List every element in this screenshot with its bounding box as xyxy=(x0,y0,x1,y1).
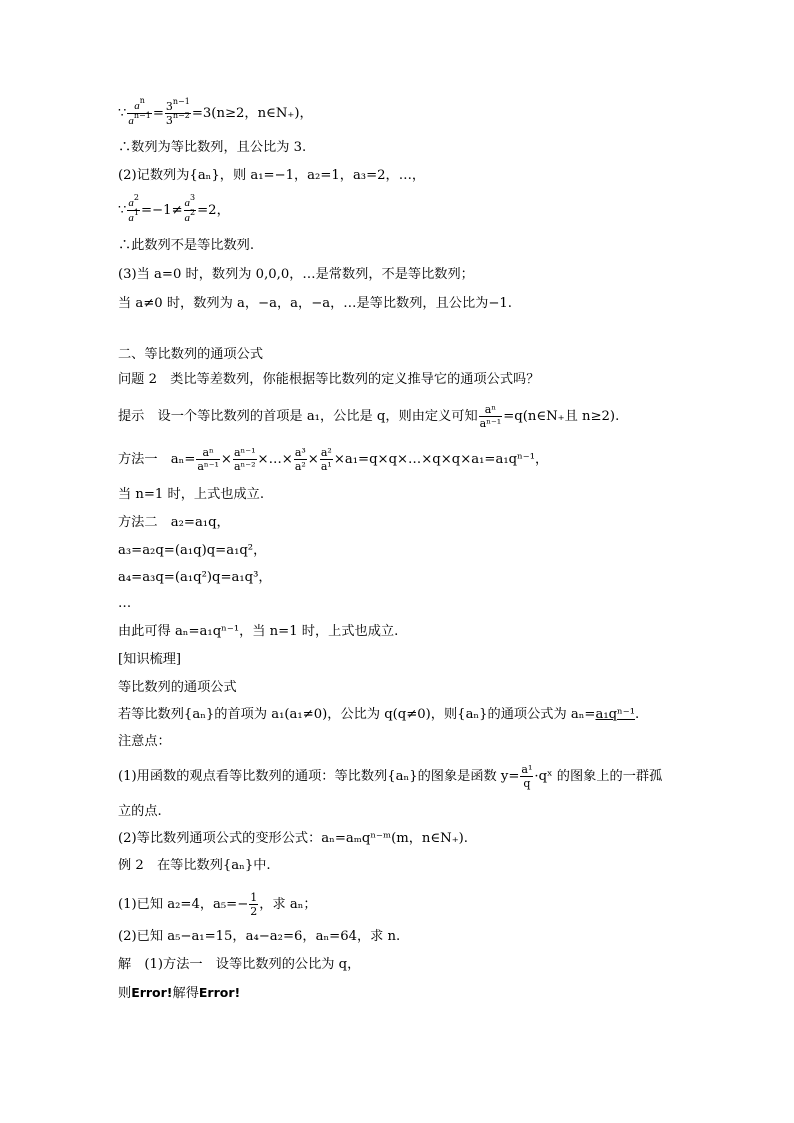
line-conclusion-2: ∴此数列不是等比数列. xyxy=(118,238,255,253)
note-heading: 注意点： xyxy=(118,734,171,749)
method-2-line-2: a₃=a₂q=(a₁q)q=a₁q²， xyxy=(118,543,267,558)
method-2-line-5: 由此可得 aₙ=a₁qⁿ⁻¹，当 n=1 时，上式也成立. xyxy=(118,624,399,639)
error-line: 则Error!解得Error! xyxy=(118,985,241,1001)
example-2-part-1: (1)已知 a₂=4，a₅=− $\frac{1}{2}$ ，求 aₙ； xyxy=(118,891,317,918)
line-part-3b: 当 a≠0 时，数列为 a，−a，a，−a，…是等比数列，且公比为−1. xyxy=(118,296,512,311)
method-1-line: 方法一 aₙ= $\frac{\text{aⁿ}}{\text{aⁿ⁻¹}}$ × $\frac{\text{aⁿ⁻¹}}{\text{aⁿ⁻²}}$ ×…× $\frac{\text{a³}}{\text{a²}}$ × $\frac{\text{a²}}{\text{a¹}}$ ×a₁=q×q×…×q×q×a₁=a₁qⁿ⁻¹， xyxy=(118,446,549,473)
solution-line: 解 (1)方法一 设等比数列的公比为 q， xyxy=(118,957,361,972)
line-ratio-compare: ∵ $\frac{a^2}{a^1}$ =−1≠ $\frac{a^3}{a^2}$ =2， xyxy=(118,193,230,224)
fraction-m1-1: $\frac{\text{aⁿ}}{\text{aⁿ⁻¹}}$ xyxy=(197,446,219,473)
because-symbol: ∵ xyxy=(118,106,127,121)
line-part-2: (2)记数列为{aₙ}，则 a₁=−1，a₂=1，a₃=2，…， xyxy=(118,168,426,183)
line-conclusion-1: ∴数列为等比数列，且公比为 3. xyxy=(118,140,307,155)
fraction-m1-3: $\frac{\text{a³}}{\text{a²}}$ xyxy=(294,446,306,473)
example-2-heading: 例 2 在等比数列{aₙ}中. xyxy=(118,858,271,873)
section-heading: 二、等比数列的通项公式 xyxy=(118,347,264,362)
fraction-note-1: $\frac{\text{a¹}}{q}$ xyxy=(521,763,533,790)
fraction-m1-2: $\frac{\text{aⁿ⁻¹}}{\text{aⁿ⁻²}}$ xyxy=(233,446,256,473)
fraction-m1-4: $\frac{\text{a²}}{\text{a¹}}$ xyxy=(320,446,332,473)
fraction-a3-a2: $\frac{a^3}{a^2}$ xyxy=(184,193,196,224)
note-1: (1)用函数的观点看等比数列的通项：等比数列{aₙ}的图象是函数 y= $\frac{\text{a¹}}{q}$ ·qˣ 的图象上的一群孤 xyxy=(118,763,663,790)
example-2-part-2: (2)已知 a₅−a₁=15，a₄−a₂=6，aₙ=64，求 n. xyxy=(118,929,401,944)
note-1-cont: 立的点. xyxy=(118,804,162,819)
method-2-line-1: 方法二 a₂=a₁q， xyxy=(118,515,230,530)
knowledge-heading: [知识梳理] xyxy=(118,652,182,667)
method-2-line-3: a₄=a₃q=(a₁q²)q=a₁q³， xyxy=(118,570,272,585)
method-2-line-4: … xyxy=(118,596,132,611)
method-1-note: 当 n=1 时，上式也成立. xyxy=(118,487,265,502)
fraction-a-ratio: $\frac{a^n}{a^{n-1}}$ xyxy=(128,96,151,127)
fraction-3-ratio: $\frac{3^{n-1}}{3^{n-2}}$ xyxy=(165,97,190,127)
knowledge-title: 等比数列的通项公式 xyxy=(118,680,237,695)
line-part-3a: (3)当 a=0 时，数列为 0,0,0，…是常数列，不是等比数列； xyxy=(118,267,474,282)
knowledge-body: 若等比数列{aₙ}的首项为 a₁(a₁≠0)，公比为 q(q≠0)，则{aₙ}的通项公式为 aₙ=a₁qⁿ⁻¹. xyxy=(118,707,640,722)
fraction-hint: $\frac{\text{aⁿ}}{\text{aⁿ⁻¹}}$ xyxy=(479,403,502,430)
fraction-a2-a1: $\frac{a^2}{a^1}$ xyxy=(128,193,139,224)
note-2: (2)等比数列通项公式的变形公式：aₙ=aₘqⁿ⁻ᵐ(m，n∈N₊). xyxy=(118,831,468,846)
formula-answer: a₁qⁿ⁻¹ xyxy=(595,707,636,722)
question-2: 问题 2 类比等差数列，你能根据等比数列的定义推导它的通项公式吗？ xyxy=(118,372,540,387)
fraction-half: $\frac{1}{2}$ xyxy=(250,891,258,918)
hint-line: 提示 设一个等比数列的首项是 a₁，公比是 q，则由定义可知 $\frac{\text{aⁿ}}{\text{aⁿ⁻¹}}$ =q(n∈N₊且 n≥2). xyxy=(118,403,620,430)
line-ratio-proof: ∵ $\frac{a^n}{a^{n-1}}$ = $\frac{3^{n-1}}{3^{n-2}}$ =3(n≥2，n∈N₊)， xyxy=(118,96,313,127)
